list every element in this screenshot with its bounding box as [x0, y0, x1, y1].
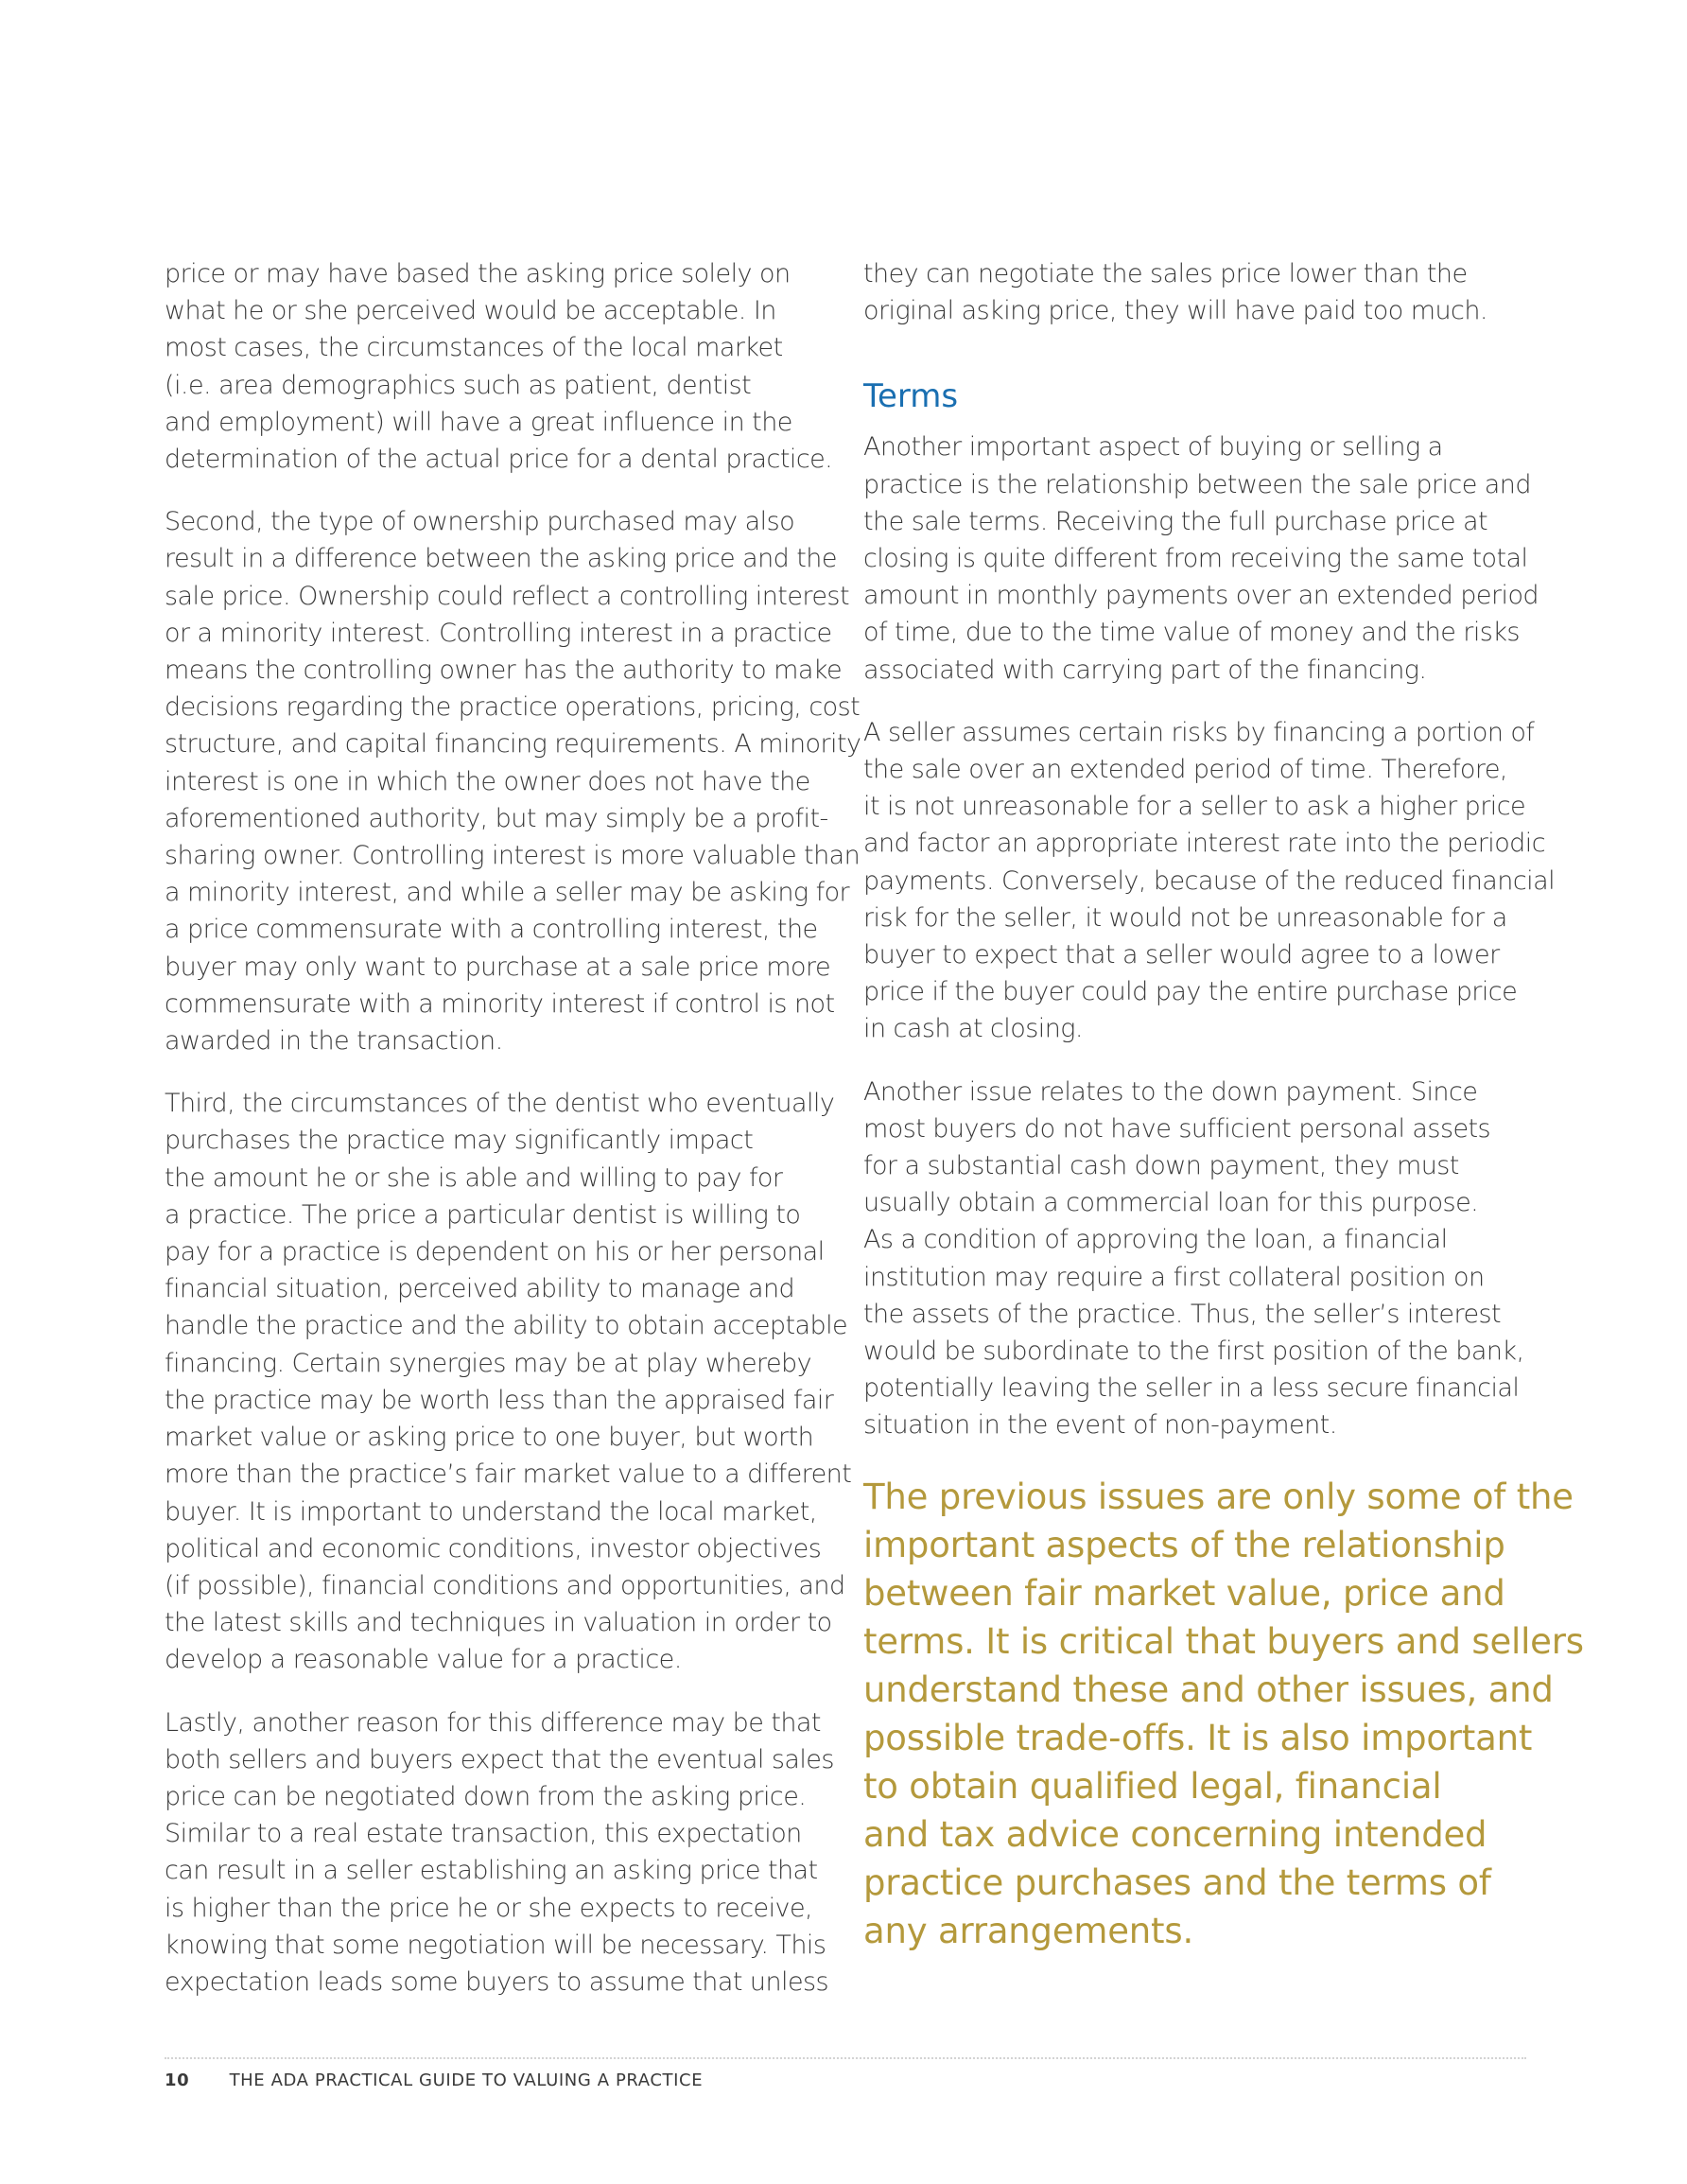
text-line: political and economic conditions, investor objectives: [165, 1533, 822, 1564]
pull-quote-line: understand these and other issues, and: [863, 1669, 1554, 1710]
text-line: commensurate with a minority interest if control is not: [165, 988, 835, 1019]
text-line: can result in a seller establishing an asking price that: [165, 1856, 818, 1886]
text-line: As a condition of approving the loan, a financial: [863, 1225, 1448, 1255]
text-line: purchases the practice may significantly impact: [165, 1126, 754, 1156]
text-line: buyer to expect that a seller would agree to a lower: [863, 940, 1500, 970]
body-paragraph: [863, 1074, 1525, 1444]
text-line: Another issue relates to the down payment. Since: [863, 1076, 1478, 1107]
text-line: risk for the seller, it would not be unreasonable for a: [863, 902, 1507, 933]
text-line: most buyers do not have sufficient personal assets: [863, 1113, 1491, 1144]
pull-quote-line: The previous issues are only some of the: [863, 1476, 1574, 1517]
text-line: institution may require a first collateral position on: [863, 1262, 1485, 1292]
text-line: more than the practice’s fair market value to a different: [165, 1459, 852, 1490]
text-line: and employment) will have a great influence in the: [165, 407, 792, 437]
pull-quote-line: and tax advice concerning intended: [863, 1813, 1487, 1855]
body-paragraph: [165, 1085, 852, 1678]
text-line: amount in monthly payments over an extended period: [863, 581, 1539, 611]
text-line: market value or asking price to one buyer, but worth: [165, 1423, 814, 1453]
text-line: financing. Certain synergies may be at play whereby: [165, 1348, 812, 1378]
text-line: practice is the relationship between the sale price and: [863, 469, 1531, 499]
text-line: decisions regarding the practice operations, pricing, cost: [165, 692, 861, 723]
text-line: sharing owner. Controlling interest is more valuable than: [165, 841, 861, 871]
text-line: Similar to a real estate transaction, this expectation: [165, 1819, 802, 1849]
text-line: a practice. The price a particular dentist is willing to: [165, 1199, 801, 1230]
text-line: handle the practice and the ability to obtain acceptable: [165, 1311, 848, 1341]
text-line: is higher than the price he or she expects to receive,: [165, 1893, 813, 1923]
text-line: buyer. It is important to understand the local market,: [165, 1496, 817, 1527]
text-line: expectation leads some buyers to assume that unless: [165, 1966, 829, 1997]
pull-quote-line: between fair market value, price and: [863, 1572, 1505, 1614]
pull-quote-line: to obtain qualified legal, financial: [863, 1765, 1442, 1807]
body-paragraph: [165, 503, 861, 1059]
right-column: [863, 255, 1584, 1955]
text-line: the amount he or she is able and willing to pay for: [165, 1162, 783, 1193]
text-line: most cases, the circumstances of the local market: [165, 333, 783, 363]
text-line: means the controlling owner has the authority to make: [165, 655, 843, 686]
text-line: determination of the actual price for a dental practice.: [165, 445, 833, 475]
text-line: Third, the circumstances of the dentist who eventually: [165, 1089, 835, 1119]
body-paragraph: [863, 428, 1539, 688]
text-line: Lastly, another reason for this difference may be that: [165, 1707, 821, 1738]
text-line: knowing that some negotiation will be necessary. This: [165, 1930, 826, 1960]
text-line: aforementioned authority, but may simply be a profit-: [165, 803, 828, 833]
pull-quote: [863, 1473, 1584, 1955]
text-line: associated with carrying part of the financing.: [863, 655, 1427, 685]
text-line: a minority interest, and while a seller may be asking for: [165, 878, 850, 908]
pull-quote-line: practice purchases and the terms of: [863, 1861, 1491, 1903]
footer-divider: [165, 2057, 1526, 2059]
text-line: a price commensurate with a controlling interest, the: [165, 915, 818, 945]
running-title: THE ADA PRACTICAL GUIDE TO VALUING A PRACTICE: [229, 2070, 704, 2090]
text-line: interest is one in which the owner does not have the: [165, 766, 810, 796]
text-line: closing is quite different from receiving the same total: [863, 544, 1528, 574]
pull-quote-line: possible trade-offs. It is also important: [863, 1717, 1533, 1758]
text-line: buyer may only want to purchase at a sale price more: [165, 952, 831, 982]
text-line: Second, the type of ownership purchased may also: [165, 507, 795, 537]
text-line: payments. Conversely, because of the reduced financial: [863, 865, 1556, 896]
section-heading: Terms: [863, 377, 959, 416]
text-line: structure, and capital financing requirements. A minority: [165, 729, 861, 760]
body-paragraph: [863, 714, 1556, 1048]
text-line: the sale over an extended period of time. Therefore,: [863, 755, 1507, 785]
page-number: 10: [165, 2070, 190, 2090]
text-line: price if the buyer could pay the entire purchase price: [863, 977, 1518, 1007]
text-line: (if possible), financial conditions and opportunities, and: [165, 1570, 845, 1600]
text-line: the assets of the practice. Thus, the seller’s interest: [863, 1299, 1502, 1329]
text-line: result in a difference between the asking price and the: [165, 544, 837, 574]
text-line: potentially leaving the seller in a less secure financial: [863, 1373, 1520, 1404]
text-line: or a minority interest. Controlling interest in a practice: [165, 618, 832, 648]
left-column: [165, 255, 861, 2026]
text-line: what he or she perceived would be acceptable. In: [165, 296, 776, 326]
text-line: they can negotiate the sales price lower than the: [863, 259, 1468, 288]
text-line: sale price. Ownership could reflect a controlling interest: [165, 581, 849, 611]
page-footer: [165, 2070, 703, 2092]
text-line: the practice may be worth less than the appraised fair: [165, 1385, 834, 1415]
text-line: both sellers and buyers expect that the eventual sales: [165, 1744, 834, 1774]
pull-quote-line: any arrangements.: [863, 1910, 1194, 1951]
pull-quote-line: important aspects of the relationship: [863, 1524, 1505, 1565]
text-line: develop a reasonable value for a practice.: [165, 1645, 682, 1675]
text-line: financial situation, perceived ability to manage and: [165, 1274, 795, 1304]
text-line: the latest skills and techniques in valuation in order to: [165, 1608, 832, 1638]
text-line: original asking price, they will have paid too much.: [863, 296, 1487, 326]
text-line: A seller assumes certain risks by financing a portion of: [863, 717, 1535, 747]
text-line: of time, due to the time value of money and the risks: [863, 618, 1520, 648]
text-line: Another important aspect of buying or selling a: [863, 432, 1443, 463]
body-paragraph: [165, 1704, 834, 2001]
text-line: would be subordinate to the first position of the bank,: [863, 1337, 1524, 1367]
text-line: in cash at closing.: [863, 1014, 1083, 1044]
text-line: price can be negotiated down from the asking price.: [165, 1781, 807, 1811]
text-line: situation in the event of non-payment.: [863, 1410, 1337, 1441]
text-line: it is not unreasonable for a seller to ask a higher price: [863, 792, 1526, 822]
body-paragraph: [165, 255, 833, 478]
text-line: the sale terms. Receiving the full purchase price at: [863, 506, 1487, 536]
pull-quote-line: terms. It is critical that buyers and sellers: [863, 1620, 1584, 1662]
text-line: (i.e. area demographics such as patient, dentist: [165, 370, 752, 400]
text-line: awarded in the transaction.: [165, 1026, 503, 1057]
text-line: for a substantial cash down payment, they must: [863, 1151, 1459, 1181]
text-line: pay for a practice is dependent on his or her personal: [165, 1237, 825, 1267]
body-paragraph: [863, 255, 1525, 329]
text-line: usually obtain a commercial loan for this purpose.: [863, 1188, 1479, 1218]
text-line: and factor an appropriate interest rate into the periodic: [863, 829, 1546, 859]
text-line: price or may have based the asking price solely on: [165, 259, 791, 288]
